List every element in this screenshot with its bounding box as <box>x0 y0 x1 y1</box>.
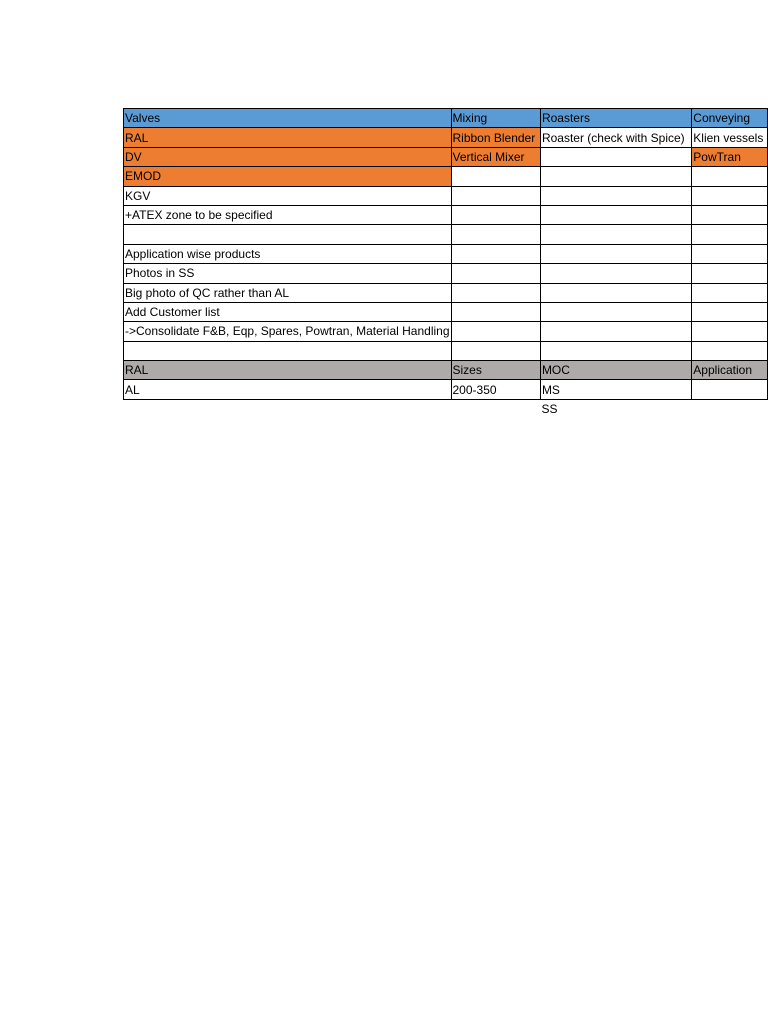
table-row <box>124 205 768 224</box>
cell[interactable] <box>540 205 691 224</box>
cell[interactable] <box>692 283 768 302</box>
cell[interactable] <box>451 225 540 244</box>
table-row <box>124 322 768 341</box>
cell[interactable] <box>692 167 768 186</box>
cell-header-moc[interactable]: MOC <box>540 361 691 380</box>
cell[interactable] <box>692 322 768 341</box>
table-row <box>124 186 768 205</box>
cell[interactable]: Add Customer list <box>124 302 452 321</box>
cell-header-conveying[interactable]: Conveying <box>692 109 768 128</box>
table-row <box>124 361 768 380</box>
table-row <box>124 225 768 244</box>
cell[interactable] <box>540 264 691 283</box>
cell[interactable] <box>692 380 768 399</box>
cell[interactable] <box>124 399 452 418</box>
cell[interactable] <box>540 302 691 321</box>
cell-header-application[interactable]: Application <box>692 361 768 380</box>
cell[interactable]: Ribbon Blender <box>451 128 540 147</box>
cell[interactable] <box>451 322 540 341</box>
cell[interactable] <box>540 283 691 302</box>
cell[interactable] <box>692 186 768 205</box>
cell[interactable]: DV <box>124 147 452 166</box>
cell[interactable] <box>124 225 452 244</box>
cell[interactable]: KGV <box>124 186 452 205</box>
cell[interactable] <box>451 167 540 186</box>
cell[interactable]: Photos in SS <box>124 264 452 283</box>
cell[interactable] <box>451 205 540 224</box>
table-row <box>124 283 768 302</box>
cell[interactable] <box>451 264 540 283</box>
cell[interactable] <box>540 322 691 341</box>
cell[interactable] <box>124 322 452 341</box>
cell-header-ral[interactable]: RAL <box>124 361 452 380</box>
cell[interactable] <box>692 205 768 224</box>
cell[interactable] <box>540 167 691 186</box>
cell-header-roasters[interactable]: Roasters <box>540 109 691 128</box>
cell[interactable] <box>692 264 768 283</box>
table-row <box>124 167 768 186</box>
cell[interactable] <box>540 147 691 166</box>
cell[interactable]: Big photo of QC rather than AL <box>124 283 452 302</box>
table-row <box>124 341 768 360</box>
table-row <box>124 109 768 128</box>
table-row <box>124 302 768 321</box>
cell[interactable] <box>451 399 540 418</box>
cell[interactable] <box>692 225 768 244</box>
table-row <box>124 244 768 263</box>
cell[interactable]: SS <box>541 402 558 417</box>
cell[interactable] <box>451 186 540 205</box>
cell[interactable] <box>540 186 691 205</box>
cell[interactable]: 200-350 <box>451 380 540 399</box>
cell[interactable] <box>692 244 768 263</box>
cell[interactable] <box>540 341 691 360</box>
cell[interactable]: Klien vessels <box>692 128 768 147</box>
cell[interactable] <box>451 283 540 302</box>
cell[interactable]: +ATEX zone to be specified <box>124 205 452 224</box>
table-row <box>124 128 768 147</box>
cell[interactable]: AL <box>124 380 452 399</box>
cell[interactable]: Vertical Mixer <box>451 147 540 166</box>
cell[interactable] <box>692 302 768 321</box>
cell[interactable] <box>692 399 768 418</box>
cell[interactable]: EMOD <box>124 167 452 186</box>
table-row <box>124 399 768 418</box>
spreadsheet-table <box>123 108 768 418</box>
cell[interactable] <box>451 302 540 321</box>
cell[interactable] <box>540 225 691 244</box>
cell[interactable]: PowTran <box>692 147 768 166</box>
table-row <box>124 380 768 399</box>
cell-header-sizes[interactable]: Sizes <box>451 361 540 380</box>
table-row <box>124 264 768 283</box>
cell[interactable]: Application wise products <box>124 244 452 263</box>
cell[interactable] <box>451 341 540 360</box>
cell[interactable] <box>124 341 452 360</box>
cell[interactable]: MS <box>540 380 691 399</box>
cell[interactable] <box>451 244 540 263</box>
cell-header-mixing[interactable]: Mixing <box>451 109 540 128</box>
table-row <box>124 147 768 166</box>
cell[interactable] <box>692 341 768 360</box>
cell[interactable] <box>540 244 691 263</box>
cell[interactable]: Roaster (check with Spice) <box>540 128 691 147</box>
cell-overflow-text: ->Consolidate F&B, Eqp, Spares, Powtran, Material Handling <box>125 324 450 339</box>
cell[interactable]: RAL <box>124 128 452 147</box>
cell-header-valves[interactable]: Valves <box>124 109 452 128</box>
